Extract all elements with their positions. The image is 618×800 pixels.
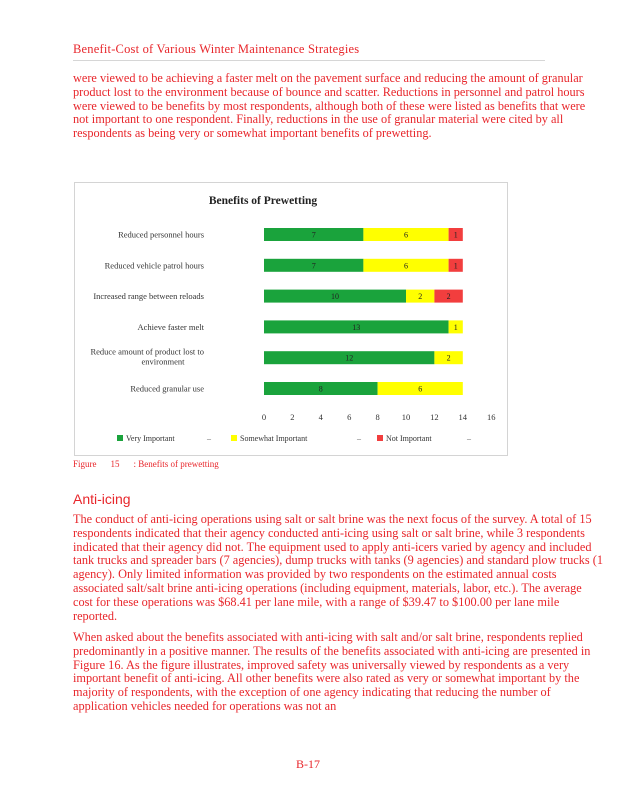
x-tick-label: 16 [486, 412, 496, 422]
header-divider [73, 60, 545, 61]
legend-dash: – [357, 434, 361, 443]
x-tick-label: 4 [318, 412, 323, 422]
bar-value-label: 12 [345, 353, 354, 363]
legend-label: Somewhat Important [240, 434, 308, 443]
page-number: B-17 [296, 757, 320, 771]
x-tick-label: 10 [401, 412, 411, 422]
bar-value-label: 13 [352, 322, 361, 332]
category-label: Increased range between reloads [93, 291, 204, 302]
category-label: Reduced granular use [130, 383, 204, 394]
category-label: Reduced vehicle patrol hours [104, 260, 204, 271]
bar-value-label: 10 [331, 292, 339, 302]
body-paragraph-1: were viewed to be achieving a faster melt on the pavement surface and reducing the amount of granular product lost to the environment because of bounce and scatter. Reductions in personnel and patrol hours were viewed to be benefits by most respondents, although both of these were listed as benefits that were not important to one respondent. Finally, reductions in the use of granular material were cited by all respondents as being very or somewhat important benefits of prewetting. [73, 71, 586, 141]
legend-swatch [231, 435, 237, 441]
section-heading: Anti-icing [73, 491, 131, 507]
x-tick-label: 6 [347, 412, 352, 422]
chart-title: Benefits of Prewetting [208, 195, 318, 207]
legend-swatch [377, 435, 383, 441]
bar-value-label: 1 [453, 261, 458, 271]
running-header: Benefit-Cost of Various Winter Maintenance Strategies [73, 42, 360, 56]
category-label: Reduced personnel hours [118, 229, 204, 240]
benefits-of-prewetting-chart [75, 183, 509, 457]
legend-dash: – [467, 434, 471, 443]
bar-value-label: 2 [446, 292, 451, 302]
bar-value-label: 7 [311, 261, 316, 271]
legend-swatch [117, 435, 123, 441]
body-paragraph-2: The conduct of anti-icing operations using salt or salt brine was the next focus of the survey. A total of 15 respondents indicated that their agency conducted anti-icing using salt or salt brine, while 3 respondents indicated that their agency did not. The equipment used to apply anti-icers varied by agency and included tank trucks and spreader bars (7 agencies), dump trucks with tanks (9 agencies) and standard plow trucks (1 agency). Only limited information was provided by two respondents on the estimated annual costs associated salt/salt brine anti-icing operations (including equipment, materials, labor, etc.). The average cost for these operations was $68.41 per lane mile, with a range of $39.47 to $100.00 per lane mile reported. [73, 512, 603, 623]
bar-value-label: 8 [318, 384, 323, 394]
figure-caption [73, 459, 219, 469]
category-label: environment [141, 356, 185, 367]
bar-value-label: 2 [446, 353, 451, 363]
bar-value-label: 1 [453, 230, 458, 240]
x-tick-label: 2 [290, 412, 295, 422]
x-tick-label: 0 [261, 412, 267, 422]
category-label: Reduce amount of product lost to [90, 346, 204, 357]
body-paragraph-3: When asked about the benefits associated with anti-icing with salt and/or salt brine, respondents replied predominantly in a positive manner. The results of the benefits associated with anti-icing are presented in Figure 16. As the figure illustrates, improved safety was universally viewed by respondents as a very important benefit of anti-icing. All other benefits were also rated as very or somewhat important by the majority of respondents, with the exception of one agency indicating that reducing the number of application vehicles needed for operations was not an [73, 630, 591, 713]
bar-value-label: 2 [418, 292, 423, 302]
x-tick-label: 12 [430, 412, 439, 422]
figure-benefits-of-prewetting [74, 182, 508, 456]
bar-value-label: 6 [418, 384, 423, 394]
legend-dash: – [207, 434, 211, 443]
category-label: Achieve faster melt [137, 321, 204, 332]
bar-value-label: 6 [404, 230, 408, 240]
legend-label: Very Important [126, 434, 175, 443]
bar-value-label: 6 [404, 261, 408, 271]
bar-value-label: 1 [453, 322, 458, 332]
bar-value-label: 7 [311, 230, 316, 240]
figure-number: 15 [110, 459, 120, 469]
figure-caption-text: : Benefits of prewetting [133, 459, 219, 469]
legend-label: Not Important [386, 434, 432, 443]
x-tick-label: 14 [458, 412, 468, 422]
figure-label: Figure [73, 459, 97, 469]
x-tick-label: 8 [375, 412, 380, 422]
